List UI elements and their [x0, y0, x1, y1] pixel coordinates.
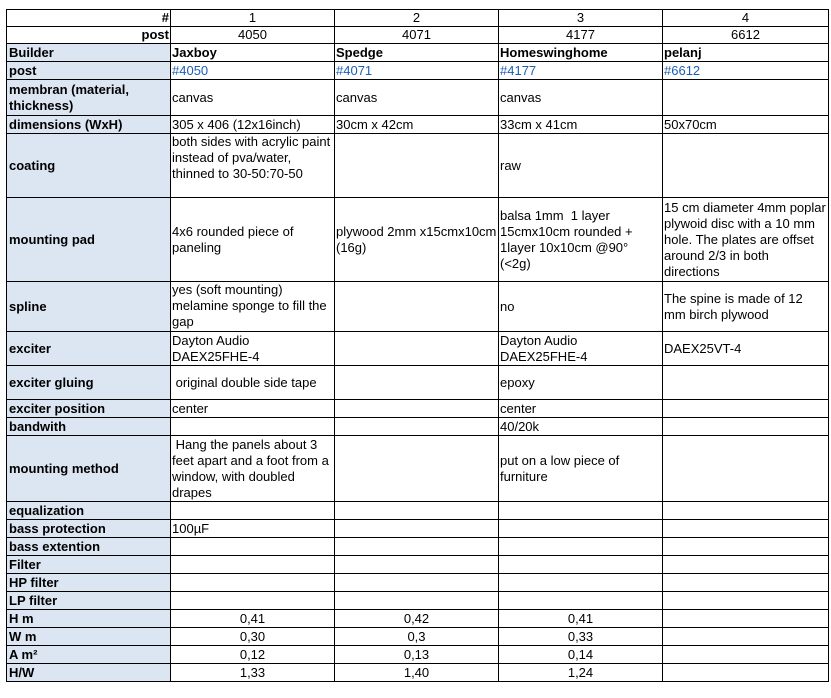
cell-filter [335, 556, 499, 574]
cell-h-m: 0,41 [171, 610, 335, 628]
cell-membran: canvas [335, 80, 499, 116]
row-a-m2 [7, 646, 829, 664]
cell-exciter-gluing: epoxy [499, 366, 663, 400]
row-label-hp-filter: HP filter [7, 574, 171, 592]
cell-hp-filter [335, 574, 499, 592]
cell-spline: no [499, 282, 663, 332]
cell-mounting-pad: 4x6 rounded piece of paneling [171, 198, 335, 282]
cell-exciter-position: center [171, 400, 335, 418]
row-label-coating: coating [7, 134, 171, 198]
header-index-cell: 2 [335, 10, 499, 27]
cell-coating: both sides with acrylic paint instead of pva/water, thinned to 30-50:70-50 [171, 134, 335, 198]
cell-lp-filter [171, 592, 335, 610]
row-w-m [7, 628, 829, 646]
header-post-cell: 4177 [499, 27, 663, 44]
header-label-index: # [7, 10, 171, 27]
row-h-w [7, 664, 829, 682]
header-label-post: post [7, 27, 171, 44]
row-bass-protection [7, 520, 829, 538]
row-label-membran: membran (material, thickness) [7, 80, 171, 116]
row-label-a-m2: A m² [7, 646, 171, 664]
cell-filter [663, 556, 829, 574]
cell-mounting-method [335, 436, 499, 502]
cell-bass-extention [499, 538, 663, 556]
cell-exciter-position: center [499, 400, 663, 418]
cell-spline: The spine is made of 12 mm birch plywood [663, 282, 829, 332]
cell-bandwith [171, 418, 335, 436]
cell-coating: raw [499, 134, 663, 198]
cell-mounting-method: put on a low piece of furniture [499, 436, 663, 502]
cell-exciter [335, 332, 499, 366]
cell-builder: Spedge [335, 44, 499, 62]
row-exciter-gluing [7, 366, 829, 400]
row-bandwith [7, 418, 829, 436]
cell-post[interactable] [335, 62, 499, 80]
cell-exciter: Dayton Audio DAEX25FHE-4 [499, 332, 663, 366]
cell-mounting-pad: 15 cm diameter 4mm poplar plywoid disc with a 10 mm hole. The plates are offset around 2/3 in both directions [663, 198, 829, 282]
cell-lp-filter [499, 592, 663, 610]
header-row-index [7, 10, 829, 27]
row-label-lp-filter: LP filter [7, 592, 171, 610]
cell-h-m: 0,41 [499, 610, 663, 628]
row-hp-filter [7, 574, 829, 592]
row-label-h-m: H m [7, 610, 171, 628]
row-label-bass-protection: bass protection [7, 520, 171, 538]
cell-h-w: 1,33 [171, 664, 335, 682]
cell-mounting-pad: plywood 2mm x15cmx10cm (16g) [335, 198, 499, 282]
cell-lp-filter [335, 592, 499, 610]
row-mounting-method [7, 436, 829, 502]
row-label-exciter-position: exciter position [7, 400, 171, 418]
cell-bass-protection [335, 520, 499, 538]
cell-bass-extention [663, 538, 829, 556]
cell-exciter-gluing [335, 366, 499, 400]
post-link[interactable]: #6612 [664, 62, 701, 78]
cell-h-m [663, 610, 829, 628]
cell-w-m [663, 628, 829, 646]
cell-builder: pelanj [663, 44, 829, 62]
cell-builder: Jaxboy [171, 44, 335, 62]
cell-exciter-gluing: original double side tape [171, 366, 335, 400]
cell-dimensions: 50x70cm [663, 116, 829, 134]
cell-coating [335, 134, 499, 198]
cell-equalization [499, 502, 663, 520]
post-link[interactable]: #4071 [336, 62, 373, 78]
cell-mounting-pad: balsa 1mm 1 layer 15cmx10cm rounded + 1layer 10x10cm @90° (<2g) [499, 198, 663, 282]
cell-w-m: 0,3 [335, 628, 499, 646]
cell-filter [499, 556, 663, 574]
row-mounting-pad [7, 198, 829, 282]
row-coating [7, 134, 829, 198]
row-lp-filter [7, 592, 829, 610]
cell-membran: canvas [171, 80, 335, 116]
cell-post[interactable] [663, 62, 829, 80]
cell-w-m: 0,30 [171, 628, 335, 646]
cell-post[interactable] [171, 62, 335, 80]
header-index-cell: 1 [171, 10, 335, 27]
cell-a-m2 [663, 646, 829, 664]
cell-membran: canvas [499, 80, 663, 116]
row-h-m [7, 610, 829, 628]
header-post-cell: 4050 [171, 27, 335, 44]
header-post-cell: 6612 [663, 27, 829, 44]
row-label-builder: Builder [7, 44, 171, 62]
cell-spline [335, 282, 499, 332]
post-link[interactable]: #4050 [172, 62, 209, 78]
row-dimensions [7, 116, 829, 134]
cell-mounting-method [663, 436, 829, 502]
cell-bass-extention [335, 538, 499, 556]
cell-bandwith: 40/20k [499, 418, 663, 436]
cell-w-m: 0,33 [499, 628, 663, 646]
cell-bass-protection: 100µF [171, 520, 335, 538]
row-label-filter: Filter [7, 556, 171, 574]
row-label-w-m: W m [7, 628, 171, 646]
row-label-mounting-method: mounting method [7, 436, 171, 502]
row-label-post: post [7, 62, 171, 80]
cell-a-m2: 0,14 [499, 646, 663, 664]
header-post-cell: 4071 [335, 27, 499, 44]
cell-equalization [335, 502, 499, 520]
cell-coating [663, 134, 829, 198]
cell-exciter-position [335, 400, 499, 418]
cell-membran [663, 80, 829, 116]
cell-spline: yes (soft mounting) melamine sponge to fill the gap [171, 282, 335, 332]
row-label-exciter-gluing: exciter gluing [7, 366, 171, 400]
cell-a-m2: 0,12 [171, 646, 335, 664]
cell-bandwith [663, 418, 829, 436]
cell-exciter-position [663, 400, 829, 418]
row-filter [7, 556, 829, 574]
cell-dimensions: 30cm x 42cm [335, 116, 499, 134]
builder-comparison-table [6, 9, 829, 682]
row-label-dimensions: dimensions (WxH) [7, 116, 171, 134]
cell-bass-protection [663, 520, 829, 538]
row-label-h-w: H/W [7, 664, 171, 682]
cell-dimensions: 305 x 406 (12x16inch) [171, 116, 335, 134]
cell-hp-filter [171, 574, 335, 592]
cell-exciter: DAEX25VT-4 [663, 332, 829, 366]
cell-exciter: Dayton Audio DAEX25FHE-4 [171, 332, 335, 366]
row-label-bass-extention: bass extention [7, 538, 171, 556]
row-label-mounting-pad: mounting pad [7, 198, 171, 282]
header-index-cell: 4 [663, 10, 829, 27]
cell-builder: Homeswinghome [499, 44, 663, 62]
row-bass-extention [7, 538, 829, 556]
cell-h-w: 1,24 [499, 664, 663, 682]
row-label-bandwith: bandwith [7, 418, 171, 436]
cell-bass-extention [171, 538, 335, 556]
header-index-cell: 3 [499, 10, 663, 27]
row-membran [7, 80, 829, 116]
cell-bandwith [335, 418, 499, 436]
cell-equalization [171, 502, 335, 520]
post-link[interactable]: #4177 [500, 62, 537, 78]
cell-lp-filter [663, 592, 829, 610]
row-builder [7, 44, 829, 62]
cell-equalization [663, 502, 829, 520]
cell-dimensions: 33cm x 41cm [499, 116, 663, 134]
cell-bass-protection [499, 520, 663, 538]
cell-filter [171, 556, 335, 574]
cell-post[interactable] [499, 62, 663, 80]
row-exciter-position [7, 400, 829, 418]
row-label-equalization: equalization [7, 502, 171, 520]
cell-a-m2: 0,13 [335, 646, 499, 664]
row-label-exciter: exciter [7, 332, 171, 366]
row-post [7, 62, 829, 80]
row-equalization [7, 502, 829, 520]
cell-h-m: 0,42 [335, 610, 499, 628]
cell-h-w: 1,40 [335, 664, 499, 682]
cell-hp-filter [663, 574, 829, 592]
row-spline [7, 282, 829, 332]
row-exciter [7, 332, 829, 366]
cell-exciter-gluing [663, 366, 829, 400]
header-row-post [7, 27, 829, 44]
row-label-spline: spline [7, 282, 171, 332]
cell-h-w [663, 664, 829, 682]
cell-mounting-method: Hang the panels about 3 feet apart and a foot from a window, with doubled drapes [171, 436, 335, 502]
cell-hp-filter [499, 574, 663, 592]
